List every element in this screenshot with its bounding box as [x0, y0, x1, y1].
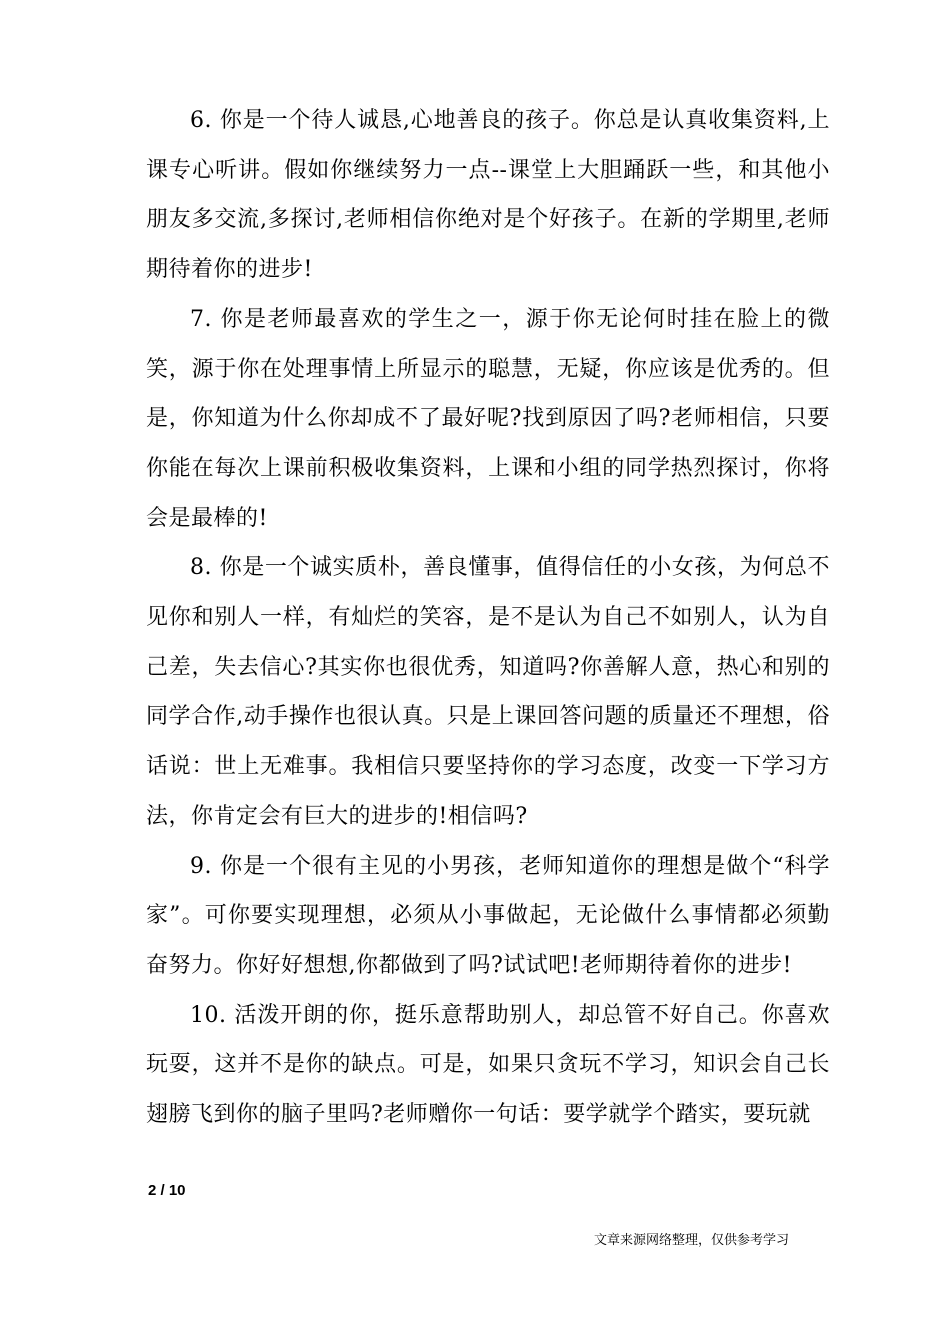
page-number: 2 / 10: [148, 1182, 186, 1199]
document-body: [146, 96, 830, 1140]
paragraph-9: 9. 你是一个很有主见的小男孩，老师知道你的理想是做个“科学家”。可你要实现理想，必须从小事做起，无论做什么事情都必须勤奋努力。你好好想想,你都做到了吗?试试吧!老师期待着你的进步!: [146, 853, 830, 978]
paragraph-10: 10. 活泼开朗的你，挺乐意帮助别人，却总管不好自己。你喜欢玩耍，这并不是你的缺点。可是，如果只贪玩不学习，知识会自己长翅膀飞到你的脑子里吗?老师赠你一句话：要学就学个踏实，要玩就: [146, 1002, 830, 1128]
paragraph-8: 8. 你是一个诚实质朴，善良懂事，值得信任的小女孩，为何总不见你和别人一样，有灿烂的笑容，是不是认为自己不如别人，认为自己差，失去信心?其实你也很优秀，知道吗?你善解人意，热心和别的同学合作,动手操作也很认真。只是上课回答问题的质量还不理想，俗话说：世上无难事。我相信只要坚持你的学习态度，改变一下学习方法，你肯定会有巨大的进步的!相信吗?: [146, 555, 830, 829]
paragraph-6: 6. 你是一个待人诚恳,心地善良的孩子。你总是认真收集资料,上课专心听讲。假如你继续努力一点--课堂上大胆踊跃一些，和其他小朋友多交流,多探讨,老师相信你绝对是个好孩子。在新的学期里,老师期待着你的进步!: [146, 108, 830, 283]
paragraph-7: 7. 你是老师最喜欢的学生之一，源于你无论何时挂在脸上的微笑，源于你在处理事情上所显示的聪慧，无疑，你应该是优秀的。但是，你知道为什么你却成不了最好呢?找到原因了吗?老师相信，只要你能在每次上课前积极收集资料，上课和小组的同学热烈探讨，你将会是最棒的!: [146, 306, 830, 531]
footer-note: 文章来源网络整理，仅供参考学习: [594, 1233, 790, 1248]
